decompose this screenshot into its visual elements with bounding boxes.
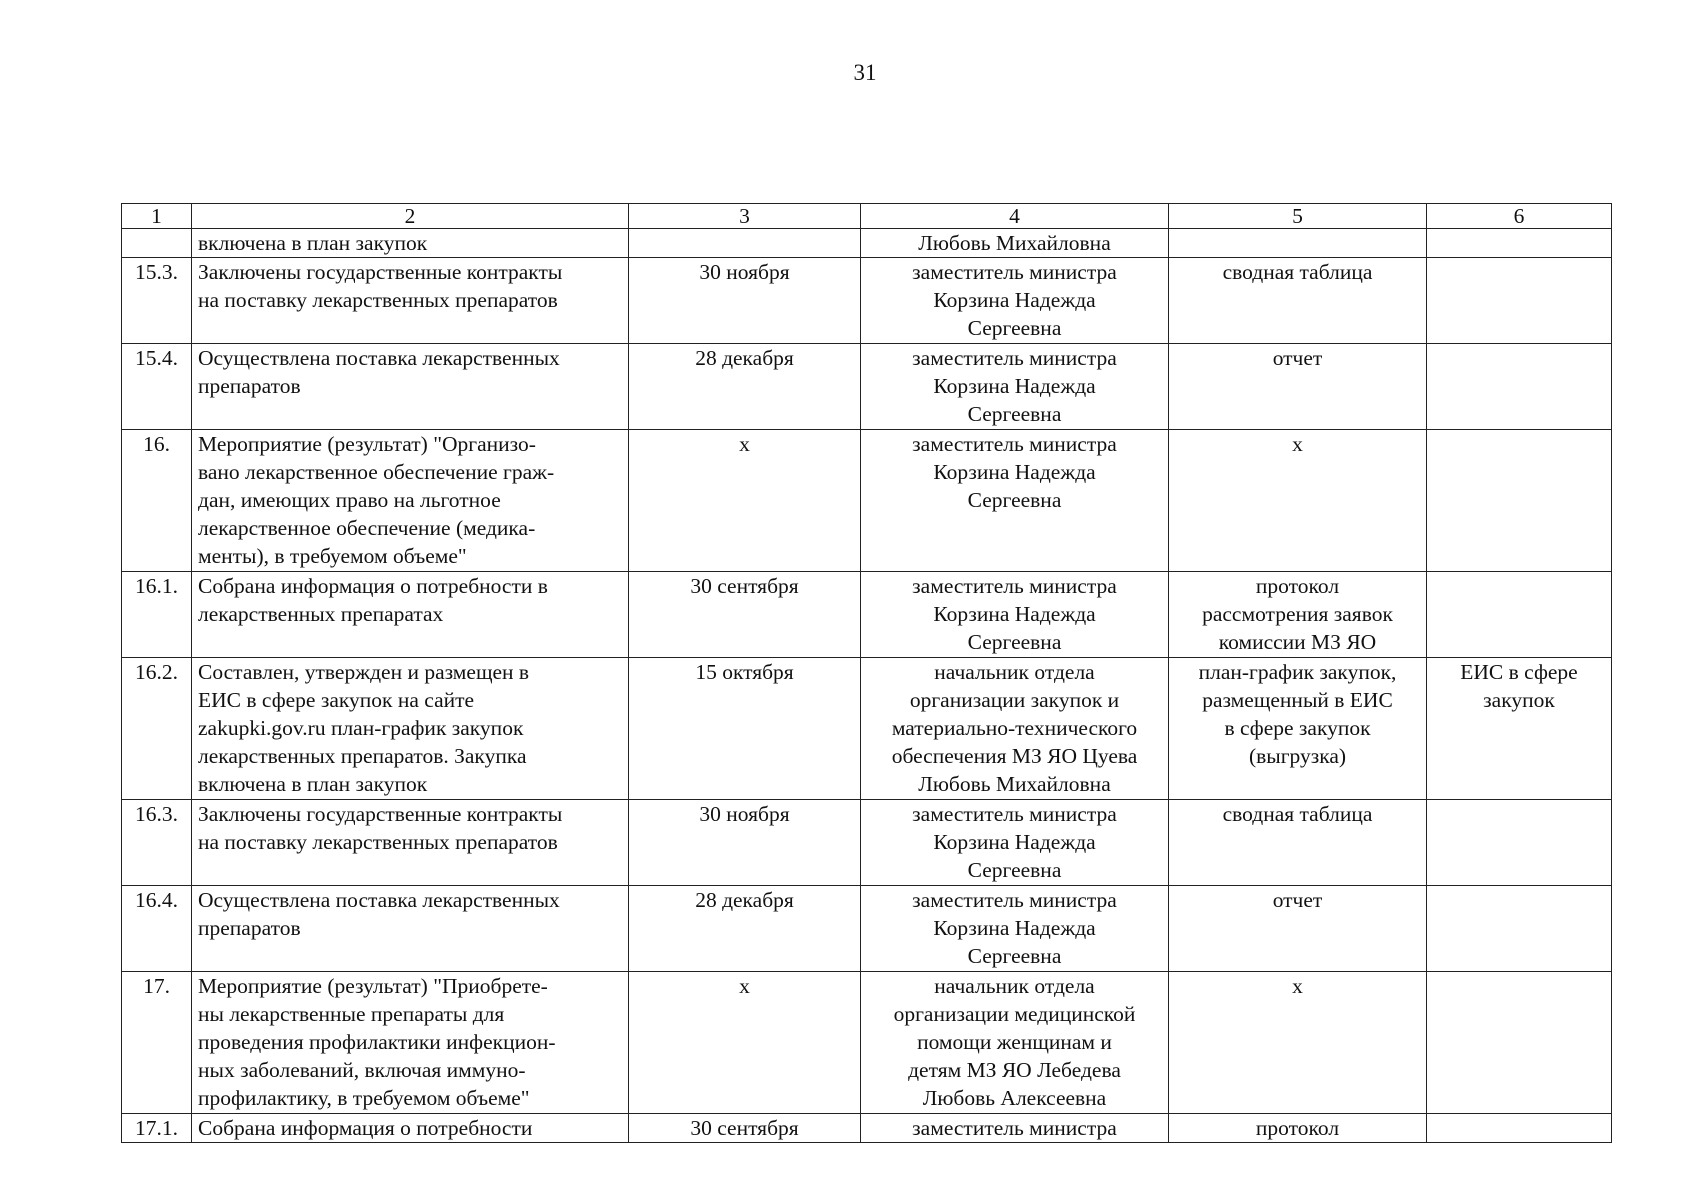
row-responsible: начальник отдела организации медицинской помощи женщинам и детям МЗ ЯО Лебедева Любовь Алексеевна — [861, 972, 1169, 1114]
row-system — [1427, 430, 1612, 572]
row-description: Заключены государственные контракты на поставку лекарственных препаратов — [192, 258, 629, 344]
row-deadline: 28 декабря — [629, 886, 861, 972]
row-description: Составлен, утвержден и размещен в ЕИС в сфере закупок на сайте zakupki.gov.ru план-график закупок лекарственных препаратов. Закупка включена в план закупок — [192, 658, 629, 800]
row-system — [1427, 344, 1612, 430]
column-header-2: 2 — [192, 204, 629, 229]
row-system: ЕИС в сфере закупок — [1427, 658, 1612, 800]
table-row — [122, 430, 1612, 572]
row-number — [122, 229, 192, 258]
row-number: 15.3. — [122, 258, 192, 344]
row-deadline: х — [629, 430, 861, 572]
row-system — [1427, 886, 1612, 972]
row-number: 16. — [122, 430, 192, 572]
table-row — [122, 886, 1612, 972]
row-system — [1427, 572, 1612, 658]
row-number: 17. — [122, 972, 192, 1114]
column-header-1: 1 — [122, 204, 192, 229]
row-responsible: заместитель министра Корзина Надежда Сергеевна — [861, 258, 1169, 344]
row-document: отчет — [1169, 886, 1427, 972]
row-system — [1427, 800, 1612, 886]
row-deadline: 30 ноября — [629, 258, 861, 344]
row-number: 16.2. — [122, 658, 192, 800]
column-header-3: 3 — [629, 204, 861, 229]
row-responsible: заместитель министра Корзина Надежда Сергеевна — [861, 430, 1169, 572]
row-number: 17.1. — [122, 1114, 192, 1143]
row-responsible: начальник отдела организации закупок и материально-технического обеспечения МЗ ЯО Цуева Любовь Михайловна — [861, 658, 1169, 800]
row-system — [1427, 1114, 1612, 1143]
row-description: Мероприятие (результат) "Организо- вано лекарственное обеспечение граж- дан, имеющих право на льготное лекарственное обеспечение (медика- менты), в требуемом объеме" — [192, 430, 629, 572]
row-deadline: 30 сентября — [629, 1114, 861, 1143]
row-responsible: заместитель министра Корзина Надежда Сергеевна — [861, 572, 1169, 658]
row-document: план-график закупок, размещенный в ЕИС в сфере закупок (выгрузка) — [1169, 658, 1427, 800]
row-deadline: 15 октября — [629, 658, 861, 800]
row-document — [1169, 229, 1427, 258]
row-document: х — [1169, 972, 1427, 1114]
table-row — [122, 1114, 1612, 1143]
row-description: включена в план закупок — [192, 229, 629, 258]
plan-table — [121, 203, 1612, 1143]
row-document: отчет — [1169, 344, 1427, 430]
row-responsible: заместитель министра Корзина Надежда Сергеевна — [861, 800, 1169, 886]
column-header-5: 5 — [1169, 204, 1427, 229]
table-row — [122, 572, 1612, 658]
row-description: Осуществлена поставка лекарственных препаратов — [192, 344, 629, 430]
row-responsible: заместитель министра Корзина Надежда Сергеевна — [861, 886, 1169, 972]
row-document: сводная таблица — [1169, 258, 1427, 344]
row-number: 16.1. — [122, 572, 192, 658]
table-row — [122, 229, 1612, 258]
row-deadline: 30 сентября — [629, 572, 861, 658]
row-document: протокол — [1169, 1114, 1427, 1143]
row-responsible: заместитель министра — [861, 1114, 1169, 1143]
row-system — [1427, 258, 1612, 344]
table-header-row — [122, 204, 1612, 229]
row-responsible: заместитель министра Корзина Надежда Сергеевна — [861, 344, 1169, 430]
table-row — [122, 258, 1612, 344]
table-row — [122, 658, 1612, 800]
row-description: Мероприятие (результат) "Приобрете- ны лекарственные препараты для проведения профилактики инфекцион- ных заболеваний, включая иммуно- профилактику, в требуемом объеме" — [192, 972, 629, 1114]
column-header-6: 6 — [1427, 204, 1612, 229]
row-description: Собрана информация о потребности в лекарственных препаратах — [192, 572, 629, 658]
row-number: 16.3. — [122, 800, 192, 886]
row-document: х — [1169, 430, 1427, 572]
row-description: Собрана информация о потребности — [192, 1114, 629, 1143]
row-deadline — [629, 229, 861, 258]
table-row — [122, 972, 1612, 1114]
row-deadline: х — [629, 972, 861, 1114]
row-system — [1427, 972, 1612, 1114]
column-header-4: 4 — [861, 204, 1169, 229]
row-number: 15.4. — [122, 344, 192, 430]
row-deadline: 28 декабря — [629, 344, 861, 430]
table-row — [122, 344, 1612, 430]
row-description: Заключены государственные контракты на поставку лекарственных препаратов — [192, 800, 629, 886]
row-number: 16.4. — [122, 886, 192, 972]
row-document: сводная таблица — [1169, 800, 1427, 886]
row-deadline: 30 ноября — [629, 800, 861, 886]
table-row — [122, 800, 1612, 886]
row-description: Осуществлена поставка лекарственных препаратов — [192, 886, 629, 972]
row-system — [1427, 229, 1612, 258]
row-responsible: Любовь Михайловна — [861, 229, 1169, 258]
row-document: протокол рассмотрения заявок комиссии МЗ ЯО — [1169, 572, 1427, 658]
page-number: 31 — [853, 60, 877, 85]
